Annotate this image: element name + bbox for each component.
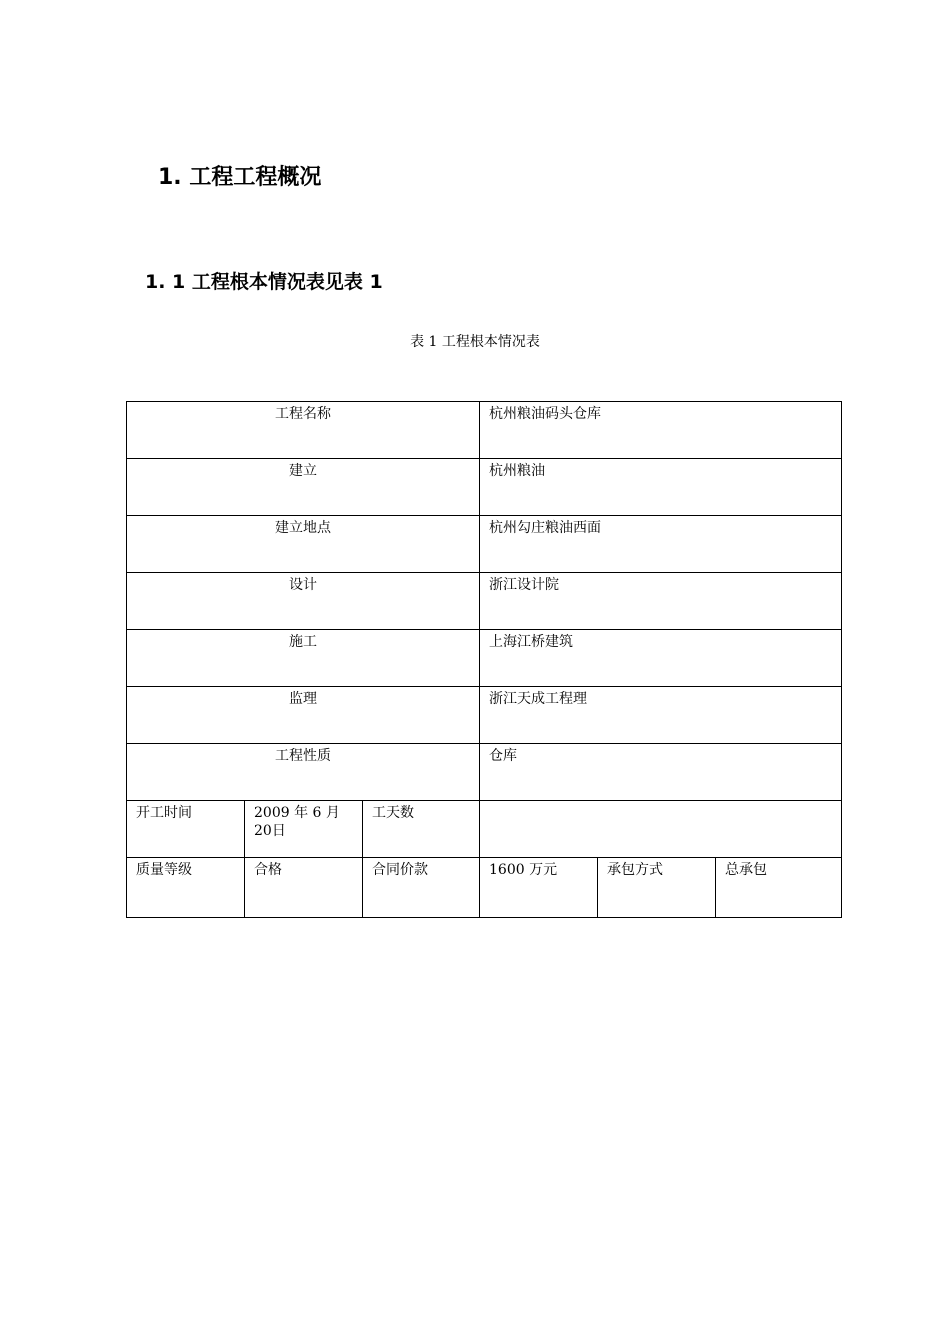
table-row <box>127 402 842 459</box>
work-days-value <box>480 801 842 858</box>
section-heading: 1. 工程工程概况 <box>158 165 322 190</box>
row-label: 设计 <box>127 573 480 630</box>
project-info-table <box>126 401 842 918</box>
row-label: 建立 <box>127 459 480 516</box>
table-row <box>127 687 842 744</box>
table-row <box>127 858 842 918</box>
row-value: 杭州粮油 <box>480 459 842 516</box>
row-label: 工程性质 <box>127 744 480 801</box>
row-value: 浙江天成工程理 <box>480 687 842 744</box>
quality-value: 合格 <box>245 858 363 918</box>
row-value: 上海江桥建筑 <box>480 630 842 687</box>
contract-type-value: 总承包 <box>716 858 842 918</box>
quality-label: 质量等级 <box>127 858 245 918</box>
row-label: 工程名称 <box>127 402 480 459</box>
row-label: 施工 <box>127 630 480 687</box>
table-row <box>127 801 842 858</box>
contract-price-label: 合同价款 <box>363 858 480 918</box>
work-days-label: 工天数 <box>363 801 480 858</box>
table-row <box>127 459 842 516</box>
row-value: 杭州勾庄粮油西面 <box>480 516 842 573</box>
contract-price-value: 1600 万元 <box>480 858 598 918</box>
table-row <box>127 573 842 630</box>
table-row <box>127 516 842 573</box>
subsection-heading: 1. 1 工程根本情况表见表 1 <box>145 271 383 293</box>
row-value: 仓库 <box>480 744 842 801</box>
contract-type-label: 承包方式 <box>598 858 716 918</box>
row-label: 建立地点 <box>127 516 480 573</box>
table-row <box>127 744 842 801</box>
row-value: 杭州粮油码头仓库 <box>480 402 842 459</box>
row-value: 浙江设计院 <box>480 573 842 630</box>
row-label: 监理 <box>127 687 480 744</box>
table-row <box>127 630 842 687</box>
start-time-value: 2009 年 6 月 20日 <box>245 801 363 858</box>
table-caption: 表 1 工程根本情况表 <box>410 334 540 350</box>
start-time-label: 开工时间 <box>127 801 245 858</box>
